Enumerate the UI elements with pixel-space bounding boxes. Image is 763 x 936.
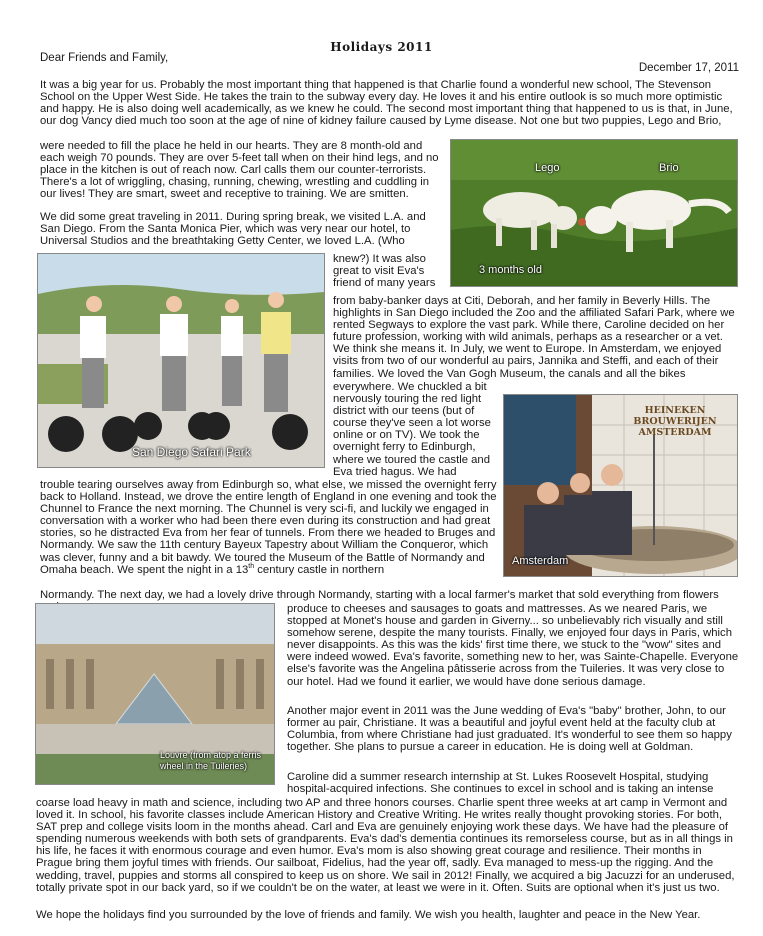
photo-amsterdam xyxy=(503,394,738,577)
paragraph-2-column: everywhere. We chuckled a bit nervously touring the red light district with our teens (but of course they've seen a lot worse online or on TV). We took the overnight ferry to Edinburgh, where we toured the castle and Eva tried hagus. We had xyxy=(333,381,491,478)
photo-louvre xyxy=(35,603,275,785)
paragraph-3: Another major event in 2011 was the June wedding of Eva's "baby" brother, John, to our former au pair, Christiane. It was a beautiful and joyful event held at the faculty club at Columbia, from where Christiane had just graduated. It's wonderful to see them so happy together. She plans to pursue a career in education. He is doing well at Goldman. xyxy=(287,705,732,754)
photo-segway xyxy=(37,253,325,468)
paragraph-2-right: produce to cheeses and sausages to goats and mattresses. As we neared Paris, we stopped at Monet's house and garden in Giverny... so unbelievably rich visually and still somehow serene, despite the many tourists. Finally, we enjoyed four days in Paris, which never disappoints. As this was the kids' first time there, we stuck to the "wow" sites and were indeed wowed. Eva's favorite, something new to her, was Sainte-Chapelle. Everyone else's favorite was the Angelina pâtisserie across from the Tuileries. It was very close to our hotel. Had we found it earlier, we would have done serious damage. xyxy=(287,603,739,688)
paragraph-2-mid: from baby-banker days at Citi, Deborah, and her family in Beverly Hills. The highlights in San Diego included the Zoo and the affiliated Safari Park, where we rented Segways to explore the vast park. While there, Caroline decided on her future profession, working with wild animals, perhaps as a researcher or a vet. We think she means it. In July, we went to Europe. In Amsterdam, we enjoyed visits from two of our wonderful au pairs, Jannika and Steffi, and each of their families. We loved the Van Gogh Museum, the canals and all the bikes xyxy=(333,295,735,380)
caption-3-months: 3 months old xyxy=(479,264,542,276)
paragraph-2-narrow: knew?) It was also great to visit Eva's friend of many years xyxy=(333,253,436,290)
paragraph-1-wrap: were needed to fill the place he held in our hearts. They are 8 month-old and each weigh 70 pounds. They are over 5-feet tall when on their hind legs, and no place in the kitchen is out of reach now. Carl calls them our counter-terrorists. There's a lot of wriggling, chasing, running, chewing, wrestling and cuddling in our lives! They are smart, sweet and receptive to training. We are smitten. xyxy=(40,140,439,201)
paragraph-2-left xyxy=(40,479,502,576)
sign-line-2: BROUWERIJEN xyxy=(633,416,717,427)
caption-louvre-line-1: Louvre (from atop a ferris xyxy=(160,750,262,760)
superscript-th: th xyxy=(248,562,255,570)
paragraph-4-full: coarse load heavy in math and science, including two AP and three honors courses. Charlie spent three weeks at art camp in Vermont and loved it. In school, his favorite classes include American History and Creative Writing. He writes really thought provoking stories. For both, SAT prep and college visits loom in the months ahead. Carl and Eva are genuinely enjoying work these days. We have had the pleasure of spending numerous weekends with both sets of grandparents. Eva's dad's dementia continues its remorseless course, but as in all things in his life, he faces it with enormous courage and even humor. Eva's mom is also showing great courage and resilience. Their months in Prague bring them joyful times with friends. Our sailboat, Fidelius, had the year off, sadly. Eva managed to mess-up the rigging. And the wedding, travel, puppies and storms all conspired to keep us on shore. We sail in 2012! Finally, we acquired a big Jacuzzi for an underused, totally private spot in our back yard, so if we couldn't be on the water, at least we were in it. Often. Suits are optional when it's just us two. xyxy=(36,797,735,894)
letter-title: Holidays 2011 xyxy=(330,40,433,54)
caption-louvre xyxy=(160,750,261,772)
sign-line-1: HEINEKEN xyxy=(644,405,706,416)
salutation: Dear Friends and Family, xyxy=(40,52,169,64)
caption-brio: Brio xyxy=(659,162,679,174)
paragraph-2-left-text: trouble tearing ourselves away from Edinburgh so, what else, we missed the overnight ferry back to Holland. Instead, we drove the entire length of England in one evening and took the Chunnel to France the next morning. The Chunnel is very sci-fi, and luckily we engaged in conversation with a worker who had been there even during its construction and had great stories, so he distracted Eva from her fear of tunnels. From there we headed to Bruges and Normandy. We saw the 11th century Bayeux Tapestry about William the Conqueror, which was clever, funny and a bit bawdy. We toured the Museum of the Battle of Normandy and Omaha beach. We spent the night in a 13 xyxy=(40,479,497,576)
caption-lego: Lego xyxy=(535,162,560,174)
caption-amsterdam: Amsterdam xyxy=(512,555,569,567)
paragraph-2-full: We did some great traveling in 2011. During spring break, we visited L.A. and San Diego. From the Santa Monica Pier, which was very near our hotel, to Universal Studios and the breathtaking Getty Center, we loved L.A. (Who xyxy=(40,211,426,248)
segway-illustration xyxy=(38,254,324,467)
paragraph-2-left-end: century castle in northern xyxy=(254,563,385,576)
closing-paragraph: We hope the holidays find you surrounded by the love of friends and family. We wish you health, laughter and peace in the New Year. xyxy=(36,909,701,921)
photo-puppies xyxy=(450,139,738,287)
paragraph-1-full: It was a big year for us. Probably the most important thing that happened is that Charlie found a wonderful new school, The Stevenson School on the Upper West Side. He takes the train to the subway every day. He loves it and his entire outlook is so much more optimistic and happy. He is also doing well academically, as we knew he could. The second most important thing that happened to us is that, in June, our dog Vancy died much too soon at the age of nine of kidney failure caused by Lyme disease. Not one but two puppies, Lego and Brio, xyxy=(40,79,733,128)
paragraph-2-full2: Normandy. The next day, we had a lovely drive through Normandy, starting with a local farmer's market that sold everything from flowers xyxy=(40,589,719,601)
heineken-sign xyxy=(616,405,734,438)
caption-san-diego: San Diego Safari Park xyxy=(132,445,251,459)
caption-louvre-line-2: wheel in the Tuileries) xyxy=(160,761,248,771)
letter-date: December 17, 2011 xyxy=(638,62,739,74)
paragraph-4-right: Caroline did a summer research internship at St. Lukes Roosevelt Hospital, studying hospital-acquired infections. She continues to excel in school and is taking an intense xyxy=(287,771,714,796)
sign-line-3: AMSTERDAM xyxy=(638,427,712,438)
